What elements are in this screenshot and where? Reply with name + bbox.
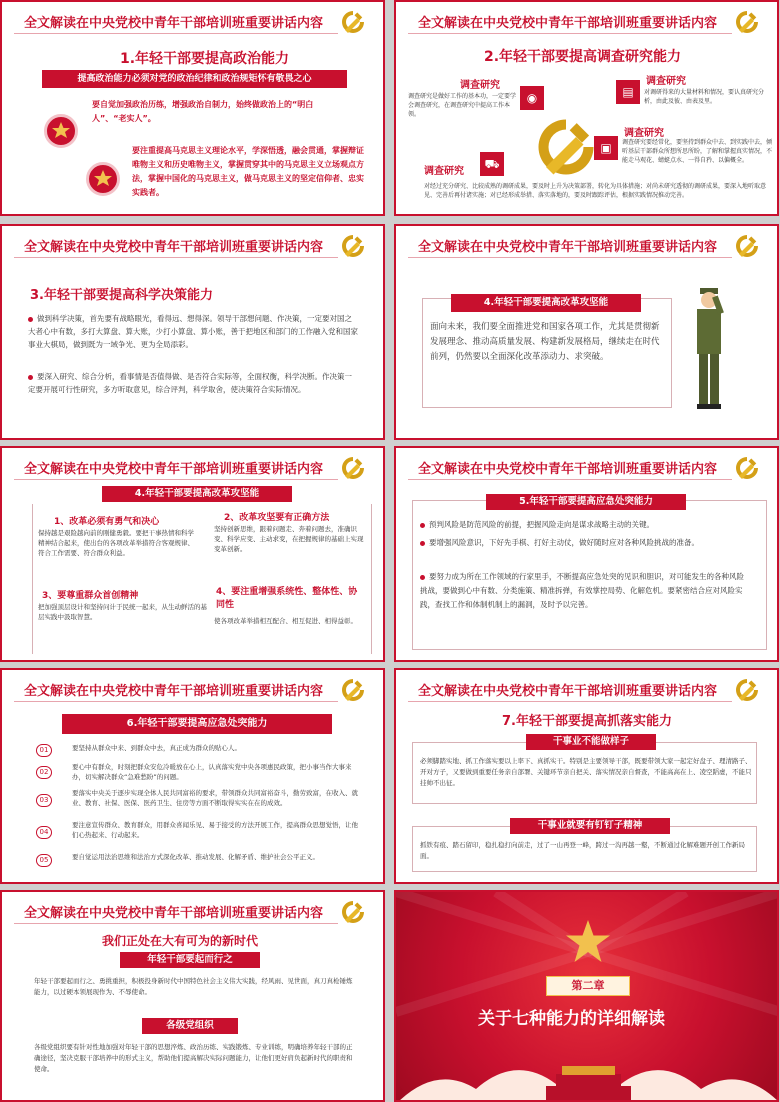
- slide-header: 全文解读在中央党校中青年干部培训班重要讲话内容: [24, 462, 324, 477]
- bullet-icon: [28, 317, 33, 322]
- text: 对调研得来的大量材料和情况，要认真研究分析，由此及彼、由表及里。: [644, 89, 765, 105]
- slide-2[interactable]: [394, 0, 779, 216]
- list-item: [420, 518, 750, 532]
- soldier-saluting-icon: [684, 282, 734, 414]
- slide-header: 全文解读在中央党校中青年干部培训班重要讲话内容: [24, 16, 324, 31]
- slide-10[interactable]: [394, 890, 779, 1102]
- label: 调查研究: [624, 128, 664, 139]
- subtitle-bar: 提高政治能力必须对党的政治纪律和政治规矩怀有敬畏之心: [42, 70, 347, 88]
- hammer-sickle-icon: [339, 676, 367, 704]
- document-icon: ▤: [616, 80, 640, 104]
- list-item: 要坚持从群众中来、到群众中去，真正成为群众的贴心人。: [72, 744, 241, 752]
- section-bar: 干事业就要有钉钉子精神: [510, 818, 670, 834]
- item-text: 使各项改革举措相互配合、相互促进、相得益彰。: [214, 617, 357, 625]
- slide-title: 我们正处在大有可为的新时代: [102, 934, 259, 948]
- item-number: 01: [36, 744, 52, 757]
- list-item-text: 要努力成为所在工作领域的行家里手，不断提高应急处突的见识和胆识，对可能发生的各种风险挑战，要做到心中有数、分类施策、精准拆弹，有效掌控局势、化解危机。要紧密结合应对风险实践，查找工作和体制机制上的漏洞，及时予以完善。: [420, 572, 744, 609]
- slide-9[interactable]: [0, 890, 385, 1102]
- hammer-sickle-icon: [339, 898, 367, 926]
- paragraph: 面向未来，我们要全面推进党和国家各项工作，尤其是贯彻新发展理念、推动高质量发展、构建新发展格局，继续走在时代前列，仍然要以全面深化改革添动力、求突破。: [430, 322, 660, 362]
- slide-header: 全文解读在中央党校中青年干部培训班重要讲话内容: [24, 906, 324, 921]
- hammer-sickle-icon: [733, 232, 761, 260]
- item-text: 保持越是艰险越向前的刚健勇毅。要把干事热情和科学精神结合起来，使出台的各项改革举措符合客观规律、符合工作需要、符合群众利益。: [38, 529, 194, 557]
- chapter-title: 关于七种能力的详细解读: [478, 1009, 665, 1029]
- eye-icon: ◉: [520, 86, 544, 110]
- section-bar: 6.年轻干部要提高应急处突能力: [62, 714, 332, 734]
- bullet-icon: [420, 575, 425, 580]
- slide-title: 2.年轻干部要提高调查研究能力: [484, 49, 682, 65]
- paragraph: 年轻干部要起而行之、勇挑重担，积极投身新时代中国特色社会主义伟大实践，经风雨、见世面，真刀真枪锤炼能力，以过硬本领展现作为、不辱使命。: [34, 977, 353, 996]
- label: 调查研究: [646, 76, 686, 87]
- star-badge-icon: [44, 114, 78, 148]
- list-item-text: 要增强风险意识，下好先手棋、打好主动仗，做好随时应对各种风险挑战的准备。: [429, 538, 699, 547]
- slide-header: 全文解读在中央党校中青年干部培训班重要讲话内容: [418, 240, 718, 255]
- slide-4[interactable]: [394, 224, 779, 440]
- section-bar: 各级党组织: [142, 1018, 238, 1034]
- slide-title: 7.年轻干部要提高抓落实能力: [502, 714, 672, 729]
- slide-header: 全文解读在中央党校中青年干部培训班重要讲话内容: [418, 16, 718, 31]
- list-item-text: 预判风险是防范风险的前提，把握风险走向是谋求战略主动的关键。: [429, 520, 654, 529]
- list-item: 要自觉运用法治思维和法治方式深化改革、推动发展、化解矛盾、维护社会公平正义。: [72, 853, 319, 861]
- hammer-sickle-icon: [339, 8, 367, 36]
- image-icon: ▣: [594, 136, 618, 160]
- slide-6[interactable]: [394, 446, 779, 662]
- list-item: [420, 536, 750, 550]
- slide-header: 全文解读在中央党校中青年干部培训班重要讲话内容: [24, 684, 324, 699]
- paragraph: 抓铁有痕、踏石留印，稳扎稳打向前走，过了一山再登一峰，跨过一沟再越一壑，不断通过化解难题开创工作新局面。: [420, 841, 745, 860]
- label: 调查研究: [424, 166, 464, 177]
- section-bar: 年轻干部要起而行之: [120, 952, 260, 968]
- item-heading: 1、改革必须有勇气和决心: [54, 517, 160, 527]
- slide-title: 3.年轻干部要提高科学决策能力: [30, 288, 213, 303]
- star-badge-icon: [86, 162, 120, 196]
- hammer-sickle-icon: [339, 232, 367, 260]
- item-number: 03: [36, 794, 52, 807]
- slide-8[interactable]: [394, 668, 779, 884]
- item-text: 把加强顶层设计和坚持问计于民统一起来，从生动鲜活的基层实践中汲取智慧。: [38, 603, 207, 621]
- paragraph-text: 要深入研究、综合分析，看事情是否值得做、是否符合实际等，全面权衡，科学决断。作决策一定要开展可行性研究，多方听取意见，综合评判，科学取舍，使决策符合实际情况。: [28, 372, 352, 394]
- item-heading: 4、要注重增强系统性、整体性、协同性: [216, 587, 358, 610]
- list-item: [420, 570, 750, 612]
- paragraph-text: 做到科学决策，首先要有战略眼光，看得远、想得深。领导干部想问题、作决策，一定要对国之大者心中有数，多打大算盘、算大账，少打小算盘、算小账，善于把地区和部门的工作融入党和国家事业大棋局，做到既为一域争光、更为全局添彩。: [28, 314, 358, 349]
- paragraph: [28, 312, 358, 351]
- item-number: 04: [36, 826, 52, 839]
- paragraph: 各级党组织要有针对性地加强对年轻干部的思想淬炼、政治历练、实践锻炼、专业训练，明确培养年轻干部的正确途径，坚决克服干部培养中的形式主义，帮助他们提高解决实际问题能力，让他们更好肩负起新时代的职责和使命。: [34, 1043, 353, 1073]
- paragraph: 必须脚踏实地、抓工作落实要以上率下、真抓实干。特别是主要领导干部，既要带领大家一起定好盘子、理清路子、开对方子，又要做到重要任务亲自部署、关键环节亲自把关、落实情况亲自督查，不能高高在上、凌空蹈虚，不能只挂帅不出征。: [420, 757, 752, 787]
- chapter-badge: 第二章: [546, 976, 630, 996]
- slide-header: 全文解读在中央党校中青年干部培训班重要讲话内容: [418, 684, 718, 699]
- tiananmen-clouds-icon: [396, 1044, 779, 1102]
- hammer-sickle-icon: [733, 8, 761, 36]
- list-item: 要落实中央关于逐步实现全体人民共同富裕的要求，带领群众共同富裕奋斗，勤劳致富，在收入、就业、教育、社保、医保、医药卫生、住房等方面不断取得实实在在的成效。: [72, 789, 358, 807]
- list-item: 要注意宣传群众、教育群众，用群众喜闻乐见、易于接受的方法开展工作，提高群众思想觉悟，让他们心热起来、行动起来。: [72, 821, 358, 839]
- paragraph: 要自觉加强政治历练，增强政治自制力，始终做政治上的“明白人”、“老实人”。: [92, 100, 314, 123]
- slide-header: 全文解读在中央党校中青年干部培训班重要讲话内容: [418, 462, 718, 477]
- text: 调查研究要经常化，要坚持到群众中去、到实践中去，倾听基层干部群众所想所思所盼，了解和掌握真实情况，不能走马观花、蜻蜓点水、一得自矜、以偏概全。: [622, 139, 773, 164]
- item-text: 坚持创新思维，跟着问题走、奔着问题去，准确识变、科学应变、主动求变，在把握规律的基础上实现变革创新。: [214, 525, 364, 553]
- hammer-sickle-icon: [339, 454, 367, 482]
- item-number: 05: [36, 854, 52, 867]
- section-bar: 干事业不能做样子: [526, 734, 656, 750]
- item-heading: 3、要尊重群众首创精神: [42, 591, 139, 601]
- hammer-sickle-emblem-icon: [531, 112, 601, 182]
- bullet-icon: [420, 541, 425, 546]
- paragraph: [28, 370, 358, 396]
- slide-title: 1.年轻干部要提高政治能力: [120, 51, 290, 67]
- item-heading: 2、改革攻坚要有正确方法: [224, 513, 330, 523]
- gold-star-icon: [564, 918, 612, 966]
- text: 调查研究是做好工作的基本功，一定要学会调查研究，在调查研究中提高工作本领。: [408, 93, 517, 118]
- section-bar: 4.年轻干部要提高改革攻坚能: [451, 294, 641, 312]
- section-bar: 4.年轻干部要提高改革攻坚能: [102, 486, 292, 502]
- text: 对经过充分研究、比较成熟的调研成果，要及时上升为决策部署，转化为具体措施；对尚未研究透彻的调研成果，要深入地听取意见、完善后再付诸实施；对已经形成举措、落实落地的，要及时跟踪评估，根据实践情况推动完善。: [424, 183, 767, 199]
- bullet-icon: [28, 375, 33, 380]
- list-item: 要心中有群众，时刻把群众安危冷暖放在心上，认真落实党中央各项惠民政策，把小事当作大事来办，切实解决群众“急难愁盼”的问题。: [72, 763, 352, 781]
- slide-5[interactable]: [0, 446, 385, 662]
- bullet-icon: [420, 523, 425, 528]
- slide-1[interactable]: [0, 0, 385, 216]
- label: 调查研究: [460, 80, 500, 91]
- hammer-sickle-icon: [733, 676, 761, 704]
- slide-7[interactable]: [0, 668, 385, 884]
- paragraph: 要注重提高马克思主义理论水平，学深悟透，融会贯通，掌握辩证唯物主义和历史唯物主义，掌握贯穿其中的马克思主义立场观点方法，掌握中国化的马克思主义，做马克思主义的坚定信仰者、忠实实践者。: [132, 146, 364, 197]
- hammer-sickle-icon: [733, 454, 761, 482]
- slide-header: 全文解读在中央党校中青年干部培训班重要讲话内容: [24, 240, 324, 255]
- slide-3[interactable]: [0, 224, 385, 440]
- item-number: 02: [36, 766, 52, 779]
- section-bar: 5.年轻干部要提高应急处突能力: [486, 494, 686, 510]
- cart-icon: ⛟: [480, 152, 504, 176]
